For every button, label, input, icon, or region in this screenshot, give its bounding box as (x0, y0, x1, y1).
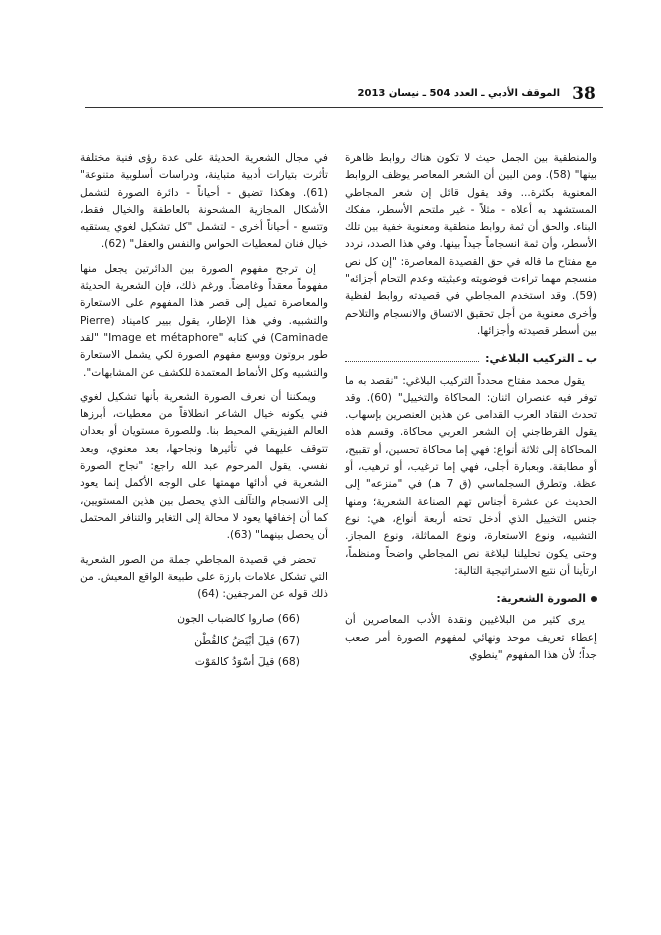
verse-list (80, 610, 328, 670)
paragraph-examples: تحضر في قصيدة المجاطي جملة من الصور الشعرية التي تشكل علامات بارزة على طبيعة الواقع المعيش. من ذلك قوله عن المرجفين: (64) (80, 553, 328, 601)
paragraph-definition: ويمكننا أن نعرف الصورة الشعرية بأنها تشكيل لغوي فني يكونه خيال الشاعر انطلاقاً من معطيات، أبرزها العالم الفيزيقي المحيط بنا. وللصورة مستويان أو بعدان تتوقف عليهما في تأثيرها ونجاحها، بعد معنوي، وبعد نفسي. يقول المرحوم عبد الله راجع: "نجاح الصورة الشعرية في أدائها مهمتها على الوجه الأكمل إنما يعود إلى الانسجام والتآلف الذي يحصل بين هذين المستويين، كما أن إخفاقها يعود لا محالة إلى التغاير والتنافر المحتمل أن يحصل بينهما" (63). (80, 390, 328, 542)
running-title: الموقف الأدبي ـ العدد 504 ـ نيسان 2013 (357, 88, 560, 99)
verse-line: (68) قيلَ أسْوَدُ كالمَوْت (194, 655, 300, 669)
paragraph-rhetoric: يقول محمد مفتاح محدداً التركيب البلاغي: "نقصد به ما توفر فيه عنصران اثنان: المحاكاة والتخييل" (60). وقد تحدث النقاد العرب القدامى عن هذين العنصرين بإسهاب. يقول القرطاجني إن الشعر العربي محاكاة. وقسم هذه المحاكاة إلى ثلاثة أنواع: فهي إما محاكاة تحسين، أو تقبيح، أو مطابقة. وبعبارة أجلى، فهي إما ترغيب، أو ترهيب، أو عظة. وتطرق السجلماسي (ق 7 هـ) في "منزعه" إلى الحديث عن عشرة أجناس تهم الصناعة الشعرية؛ ومنها جنس التخييل الذي أدخل تحته أربعة أنواع، هي: نوع التشبيه، ونوع الاستعارة، ونوع المماثلة، ونوع المجاز. وحتى يكون تحليلنا لبلاغة نص المجاطي واضحاً ومنظماً، ارتأينا أن نتبع الاستراتيجية التالية: (345, 374, 598, 577)
paragraph-image-definition: يرى كثير من البلاغيين ونقدة الأدب المعاصرين أن إعطاء تعريف موحد ونهائي لمفهوم الصورة أمر صعب جداً؛ لأن هذا المفهوم "ينطوي (345, 614, 597, 662)
verse-line: (67) قيلَ أبْيَضُ كالقُطْن (194, 633, 300, 647)
left-column (80, 150, 328, 674)
heading-text: الصورة الشعرية: (496, 592, 586, 606)
section-heading-rhetorical (345, 350, 597, 367)
page-number: 38 (572, 84, 596, 104)
header-rule (85, 107, 603, 108)
bullet-icon (591, 596, 597, 602)
right-column (345, 150, 597, 671)
section-heading-image (345, 590, 597, 607)
dotted-rule (345, 361, 479, 362)
paragraph-concept: إن ترجح مفهوم الصورة بين الدائرتين يجعل منها مفهوماً معقداً وغامضاً. ورغم ذلك، فإن الشعرية الحديثة والمعاصرة تميل إلى قصر هذا المفهوم على الاستعارة والتشبيه. وفي هذا الإطار، يقول بيير كاميناد (Pierre Caminade) في كتابه "Image et métaphore" "لقد طور بروتون ووسع مفهوم الصورة لكي يشمل الاستعارة والتشبيه وكل الأنماط المعتمدة للكشف عن المشابهات". (80, 262, 328, 379)
heading-text: ب ـ التركيب البلاغي: (485, 352, 597, 366)
verse-line: (66) صاروا كالضباب الجون (177, 612, 300, 626)
paragraph-cohesion: والمنطقية بين الجمل حيث لا تكون هناك روابط ظاهرة بينها" (58). ومن البين أن الشعر المعاصر يوظف الروابط المعنوية بكثرة... وقد يقول قائل إن شعر المجاطي المستشهد به أعلاه - مثلاً - غير ملتحم الأسطر، مفكك البناء. والحق أن ثمة روابط منطقية ومعنوية خفية بين تلك الأسطر، وأن ثمة انسجاماً جيداً بينها. وفي هذا الصدد، نردد مع مفتاح ما قاله في حق القصيدة المعاصرة: "إن كل نص منسجم مهما تراءت فوضويته وعبثيته وعدم التحام أجزائه" (59). وقد استخدم المجاطي في قصيدته روابط لفظية وأخرى معنوية من أجل تحقيق الاتساق والانسجام والتلاحم بين أسطر قصيدته وأجزائها. (345, 152, 598, 337)
paragraph-continuation: في مجال الشعرية الحديثة على عدة رؤى فنية مختلفة تأثرت بتيارات أدبية متباينة، ودراسات أسلوبية متنوعة" (61). وهكذا تضيق - أحياناً - دائرة الصورة لتشمل الأشكال المجازية المشحونة بالعاطفة والخيال فقط، وتتسع - أحياناً أخرى - لتشمل "كل تشكيل لغوي يستقيه خيال فنان لمعطيات الحواس والنفس والعقل" (62). (80, 152, 328, 251)
